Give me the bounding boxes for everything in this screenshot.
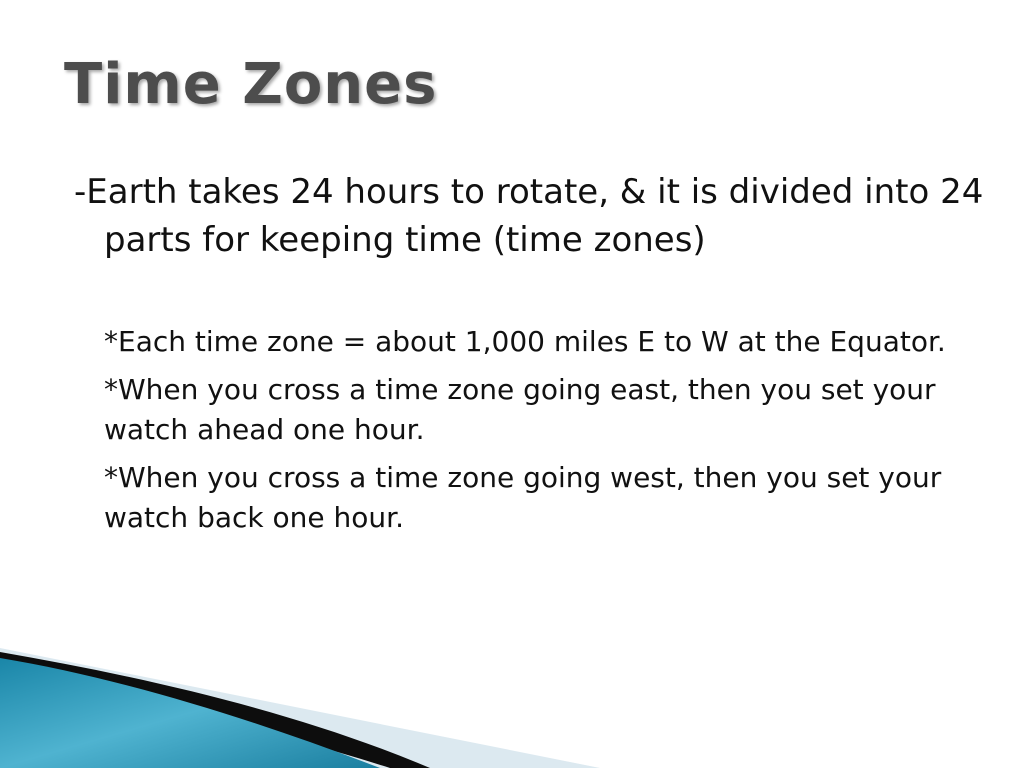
sub-bullet-item: *When you cross a time zone going west, then you set your watch back one hour. (104, 461, 942, 534)
sub-bullet-list (104, 322, 964, 546)
slide-title: Time Zones (64, 52, 438, 117)
decorative-wave-graphic (0, 638, 1024, 768)
sub-bullet-item: *When you cross a time zone going east, then you set your watch ahead one hour. (104, 373, 936, 446)
main-bullet: -Earth takes 24 hours to rotate, & it is divided into 24 parts for keeping time (time zones) (74, 172, 984, 260)
sub-bullet-item: *Each time zone = about 1,000 miles E to W at the Equator. (104, 325, 946, 358)
